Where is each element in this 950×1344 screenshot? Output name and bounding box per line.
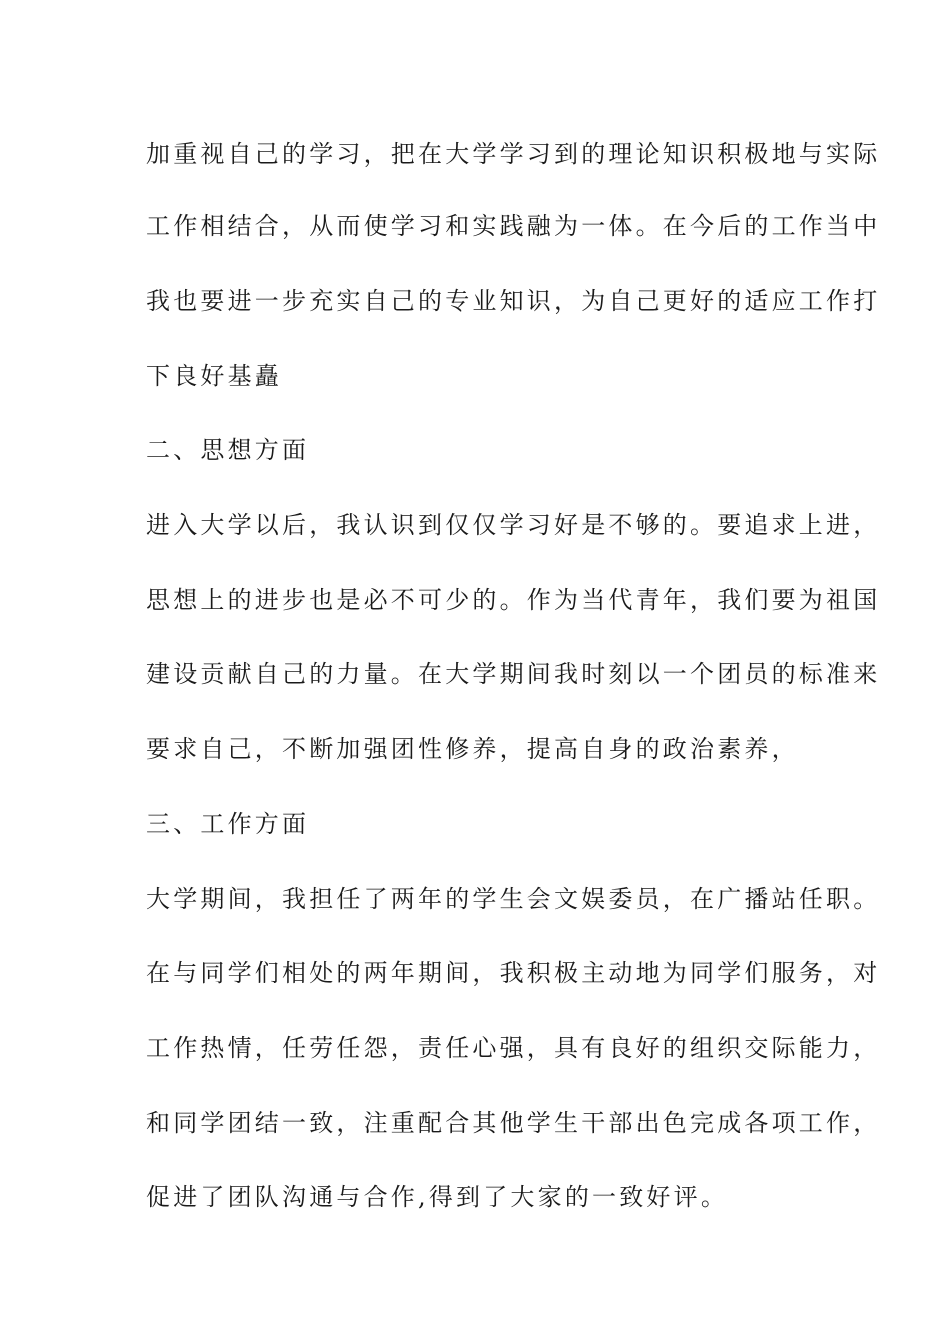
body-line: 工作相结合，从而使学习和实践融为一体。在今后的工作当中 [146, 212, 881, 240]
body-line: 和同学团结一致，注重配合其他学生干部出色完成各项工作， [146, 1109, 881, 1137]
body-line: 工作热情，任劳任怨，责任心强，具有良好的组织交际能力， [146, 1034, 881, 1062]
body-line: 在与同学们相处的两年期间，我积极主动地为同学们服务，对 [146, 959, 881, 987]
body-line: 建设贡献自己的力量。在大学期间我时刻以一个团员的标准来 [146, 660, 881, 688]
body-line: 促进了团队沟通与合作,得到了大家的一致好评。 [146, 1183, 729, 1211]
body-line: 下良好基矗 [146, 362, 282, 390]
section-heading: 二、思想方面 [146, 436, 310, 464]
body-line: 加重视自己的学习，把在大学学习到的理论知识积极地与实际 [146, 140, 881, 168]
body-line: 进入大学以后，我认识到仅仅学习好是不够的。要追求上进， [146, 511, 881, 539]
section-heading: 三、工作方面 [146, 810, 310, 838]
body-line: 思想上的进步也是必不可少的。作为当代青年，我们要为祖国 [146, 586, 881, 614]
body-line: 要求自己，不断加强团性修养，提高自身的政治素养， [146, 735, 799, 763]
body-line: 我也要进一步充实自己的专业知识，为自己更好的适应工作打 [146, 287, 881, 315]
body-line: 大学期间，我担任了两年的学生会文娱委员，在广播站任职。 [146, 885, 881, 913]
